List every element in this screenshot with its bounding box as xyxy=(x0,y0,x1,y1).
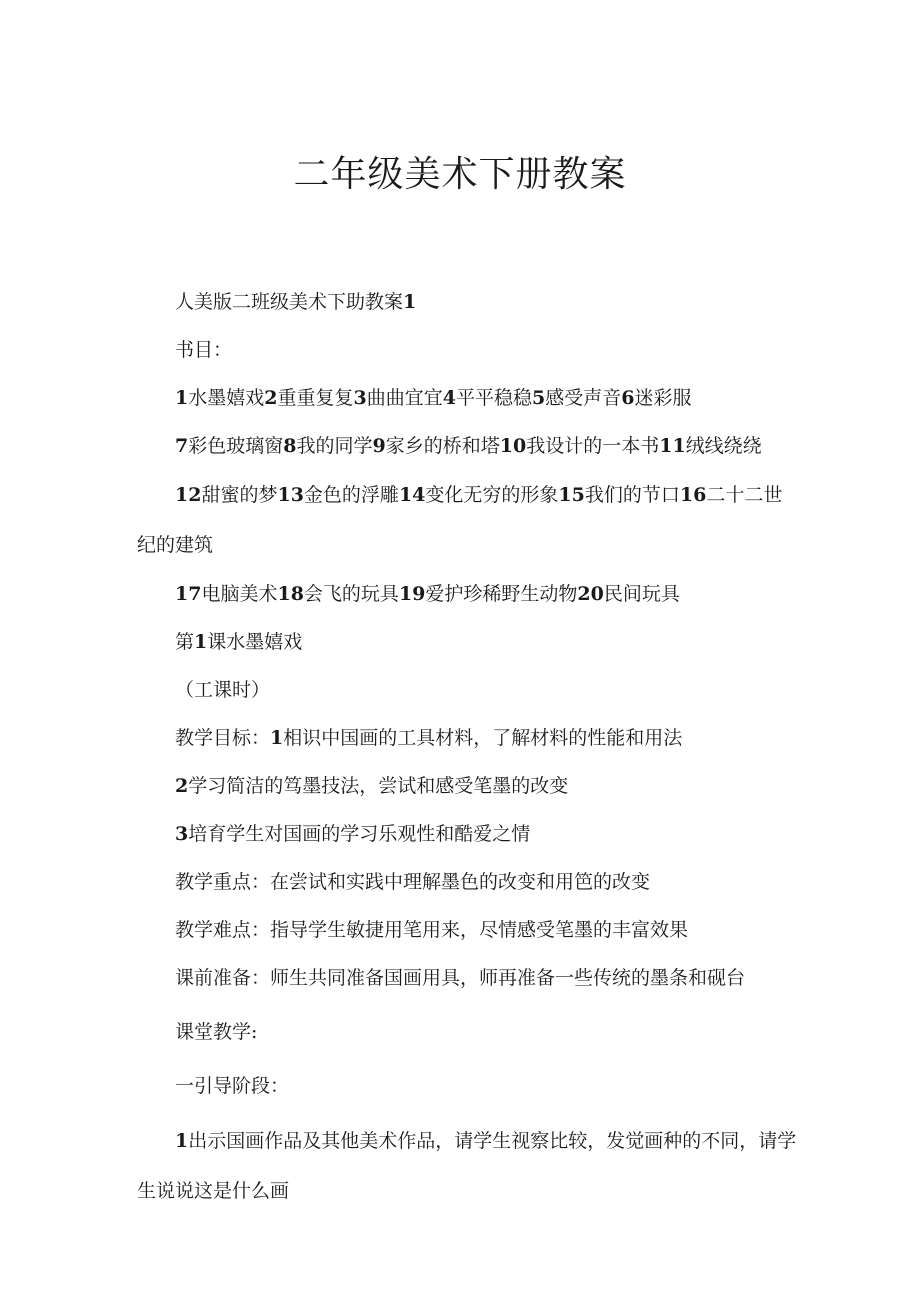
paragraph-preparation: 课前准备：师生共同准备国画用具，师再准备一些传统的墨条和砚台 xyxy=(175,967,746,989)
paragraph-contents-line-3: 12甜蜜的梦13金色的浮雕14变化无穷的形象15我们的节口16二十二世纪的建筑 xyxy=(137,484,783,556)
paragraph-contents-label: 书目： xyxy=(175,339,233,361)
paragraph-classroom: 课堂教学: xyxy=(175,1021,258,1043)
paragraph-goal-3: 3培育学生对国画的学习乐观性和酷爱之情 xyxy=(175,823,531,845)
document-body xyxy=(137,278,797,1216)
paragraph-contents-line-2: 7彩色玻璃窗8我的同学9家乡的桥和塔10我设计的一本书11绒线绕绕 xyxy=(175,435,762,457)
paragraph-step-1: 1出示国画作品及其他美术作品，请学生视察比较，发觉画种的不同，请学生说说这是什么画 xyxy=(137,1130,797,1202)
paragraph-heading: 人美版二班级美术下助教案1 xyxy=(175,291,417,313)
paragraph-goal-1: 教学目标：1相识中国画的工具材料，了解材料的性能和用法 xyxy=(175,727,683,749)
page-title: 二年级美术下册教案 xyxy=(293,154,627,195)
paragraph-difficulty: 教学难点：指导学生敏捷用笔用来，尽情感受笔墨的丰富效果 xyxy=(175,919,689,941)
paragraph-contents-line-4: 17电脑美术18会飞的玩具19爱护珍稀野生动物20民间玩具 xyxy=(175,583,680,605)
paragraph-lesson-hours: （工课时） xyxy=(175,679,271,701)
paragraph-contents-line-1: 1水墨嬉戏2重重复复3曲曲宜宜4平平稳稳5感受声音6迷彩服 xyxy=(175,387,692,409)
paragraph-goal-2: 2学习简洁的笃墨技法，尝试和感受笔墨的改变 xyxy=(175,775,569,797)
paragraph-lesson-title: 第1课水墨嬉戏 xyxy=(175,631,303,653)
paragraph-key-point: 教学重点：在尝试和实践中理解墨色的改变和用笆的改变 xyxy=(175,871,651,893)
paragraph-stage-1: 一引导阶段： xyxy=(175,1075,290,1097)
